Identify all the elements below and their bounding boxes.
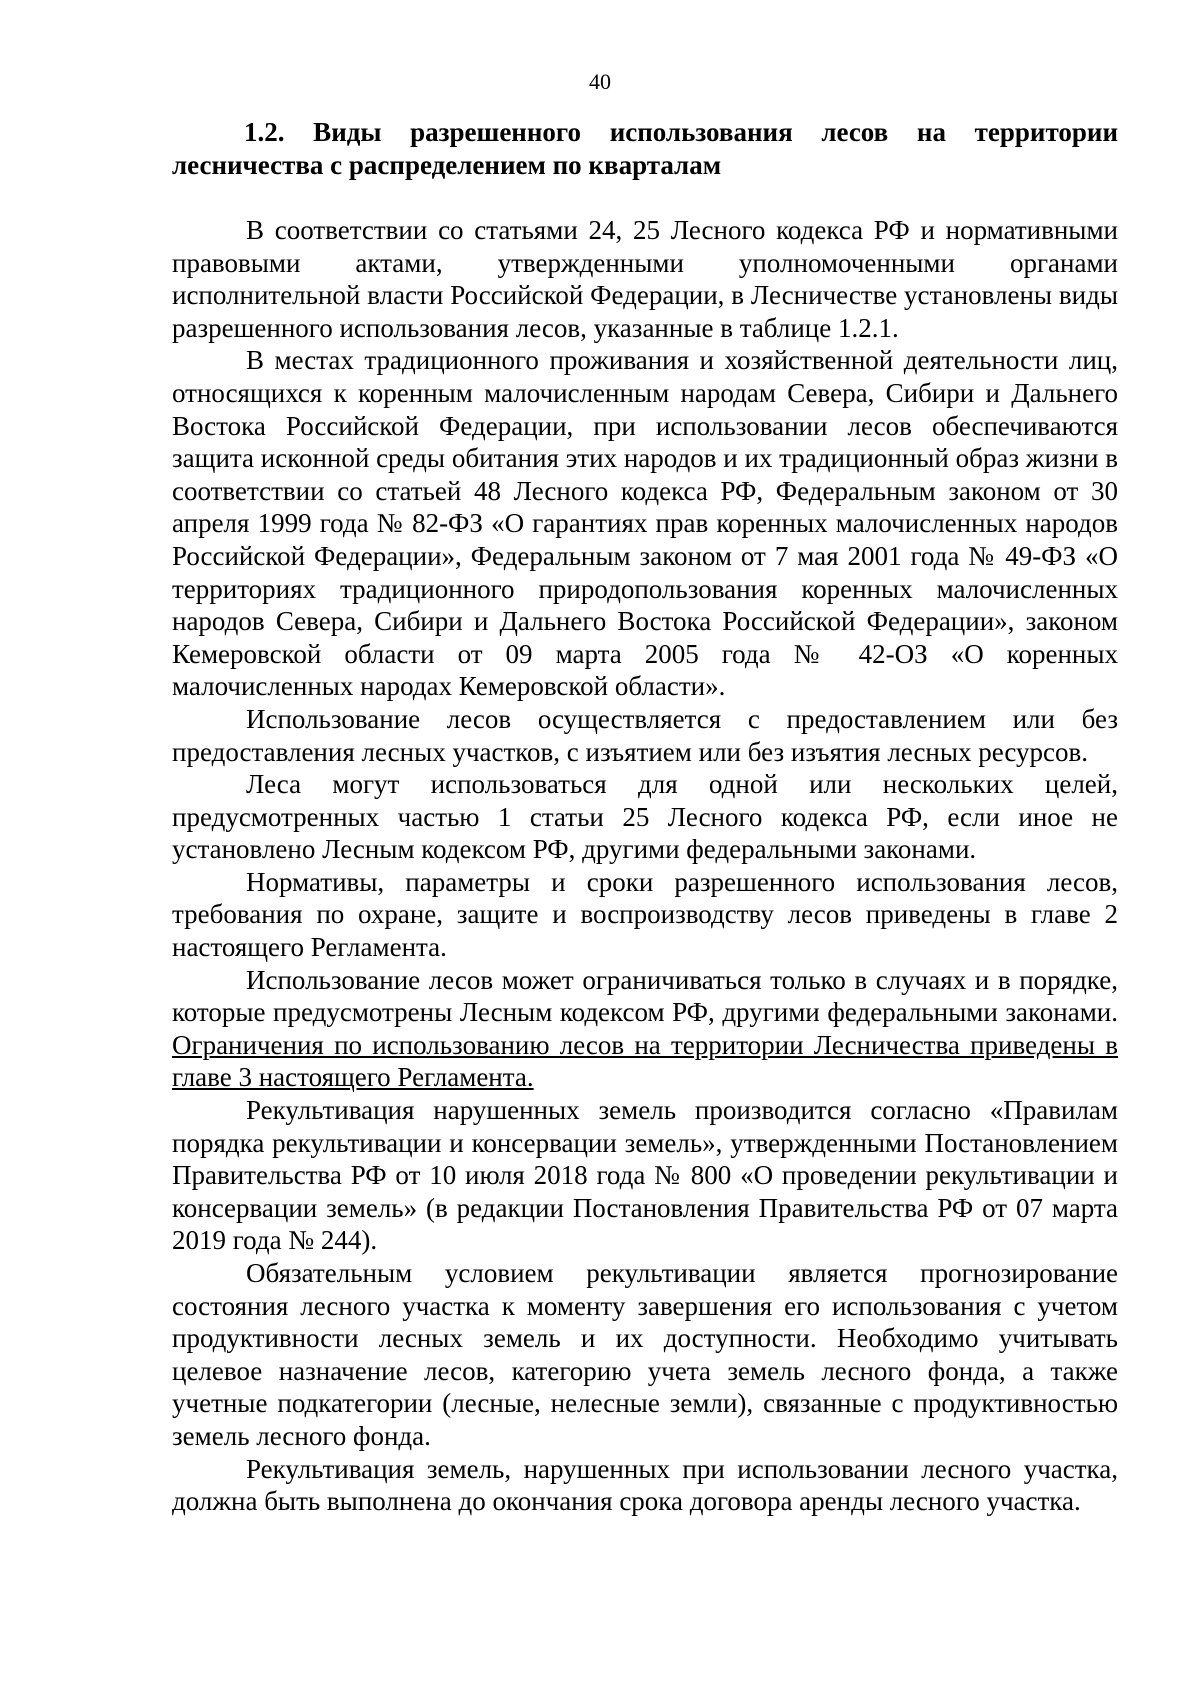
paragraph-norms: Нормативы, параметры и сроки разрешенного использования лесов, требования по охране, защите и воспроизводству лесов приведены в главе 2 настоящего Регламента. [172,866,1118,963]
paragraph-indigenous-peoples: В местах традиционного проживания и хозяйственной деятельности лиц, относящихся к коренным малочисленным народам Севера, Сибири и Дальнего Востока Российской Федерации, при использовании лесов обеспечиваются защита исконной среды обитания этих народов и их традиционный образ жизни в соответствии со статьей 48 Лесного кодекса РФ, Федеральным законом от 30 апреля 1999 года № 82-ФЗ «О гарантиях прав коренных малочисленных народов Российской Федерации», Федеральным законом от 7 мая 2001 года № 49-ФЗ «О территориях традиционного природопользования коренных малочисленных народов Севера, Сибири и Дальнего Востока Российской Федерации», законом Кемеровской области от 09 марта 2005 года № 42-ОЗ «О коренных малочисленных народах Кемеровской области». [172,345,1118,702]
section-heading: 1.2. Виды разрешенного использования лесов на территории лесничества с распределением по кварталам [172,117,1118,180]
paragraph-reclamation-deadline: Рекультивация земель, нарушенных при использовании лесного участка, должна быть выполнена до окончания срока договора аренды лесного участка. [172,1453,1118,1517]
paragraph-reclamation-rules: Рекультивация нарушенных земель производится согласно «Правилам порядка рекультивации и консервации земель», утвержденными Постановлением Правительства РФ от 10 июля 2018 года № 800 «О проведении рекультивации и консервации земель» (в редакции Постановления Правительства РФ от 07 марта 2019 года № 244). [172,1095,1118,1256]
paragraph-purposes: Леса могут использоваться для одной или нескольких целей, предусмотренных частью 1 статьи 25 Лесного кодекса РФ, если иное не установлено Лесным кодексом РФ, другими федеральными законами. [172,769,1118,865]
restrictions-text: Использование лесов может ограничиваться только в случаях и в порядке, которые предусмотрены Лесным кодексом РФ, другими федеральными законами. [172,964,1118,1028]
page-number: 40 [589,69,611,94]
paragraph-reclamation-condition: Обязательным условием рекультивации является прогнозирование состояния лесного участка к моменту завершения его использования с учетом продуктивности лесных земель и их доступности. Необходимо учитывать целевое назначение лесов, категорию учета земель лесного фонда, а также учетные подкатегории (лесные, нелесные земли), связанные с продуктивностью земель лесного фонда. [172,1258,1118,1451]
restrictions-reference: Ограничения по использованию лесов на территории Лесничества приведены в главе 3 настоящего Регламента. [172,1029,1118,1093]
paragraph-restrictions [172,964,1118,1094]
paragraph-legal-basis: В соответствии со статьями 24, 25 Лесного кодекса РФ и нормативными правовыми актами, утвержденными уполномоченными органами исполнительной власти Российской Федерации, в Лесничестве установлены виды разрешенного использования лесов, указанные в таблице 1.2.1. [172,215,1118,343]
body-text [172,214,1118,1518]
paragraph-use-modes: Использование лесов осуществляется с предоставлением или без предоставления лесных участков, с изъятием или без изъятия лесных ресурсов. [172,703,1118,767]
